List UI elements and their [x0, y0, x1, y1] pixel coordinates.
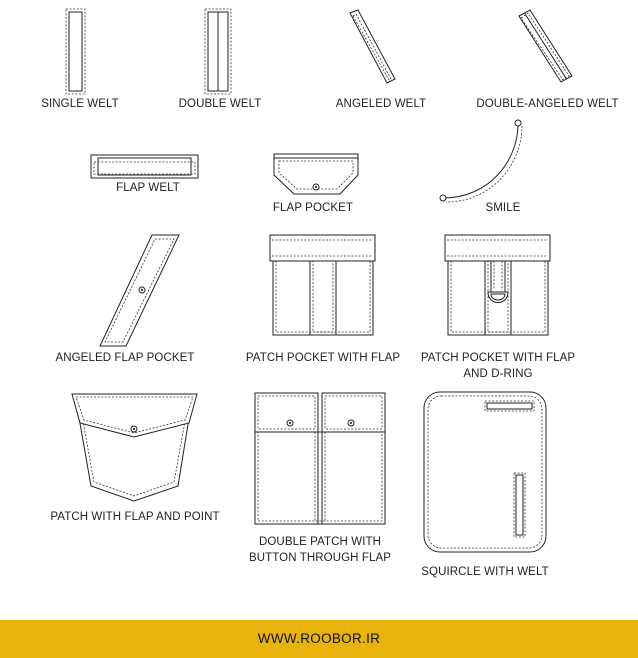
label-double-patch [235, 534, 405, 566]
flap-welt-drawing [91, 155, 198, 178]
label-dring-line2: AND D-RING [463, 368, 533, 380]
flap-pocket-drawing [274, 154, 358, 194]
label-squircle-with-welt: SQUIRCLE WITH WELT [421, 566, 549, 578]
patch-with-flap-and-point-drawing [72, 394, 197, 501]
label-dring-line1: PATCH POCKET WITH FLAP [420, 352, 576, 364]
label-double-angeled-welt: DOUBLE-ANGELED WELT [476, 98, 619, 110]
label-single-welt: SINGLE WELT [41, 98, 119, 110]
double-patch-drawing [255, 393, 385, 524]
label-patch-with-flap-and-point: PATCH WITH FLAP AND POINT [50, 511, 220, 523]
label-smile: SMILE [485, 202, 521, 214]
patch-pocket-with-flap-dring-drawing [445, 235, 550, 335]
angeled-flap-pocket-drawing [100, 235, 179, 346]
double-welt-drawing [205, 9, 231, 94]
single-welt-drawing [66, 9, 85, 94]
patch-pocket-with-flap-drawing [270, 235, 375, 335]
label-patch-pocket-with-flap: PATCH POCKET WITH FLAP [245, 352, 401, 364]
label-double-patch-line1: DOUBLE PATCH WITH [258, 536, 382, 548]
label-angeled-flap-pocket: ANGELED FLAP POCKET [55, 352, 195, 364]
label-patch-pocket-with-flap-dring [413, 350, 583, 382]
angeled-welt-drawing [350, 10, 395, 83]
label-flap-pocket: FLAP POCKET [272, 202, 354, 214]
label-double-welt: DOUBLE WELT [178, 98, 262, 110]
squircle-with-welt-drawing [424, 392, 546, 552]
label-angeled-welt: ANGELED WELT [335, 98, 427, 110]
footer-url[interactable]: WWW.ROOBOR.IR [257, 631, 381, 646]
smile-drawing [440, 120, 522, 202]
label-flap-welt: FLAP WELT [116, 182, 180, 194]
label-double-patch-line2: BUTTON THROUGH FLAP [248, 552, 392, 564]
double-angeled-welt-drawing [519, 10, 572, 82]
